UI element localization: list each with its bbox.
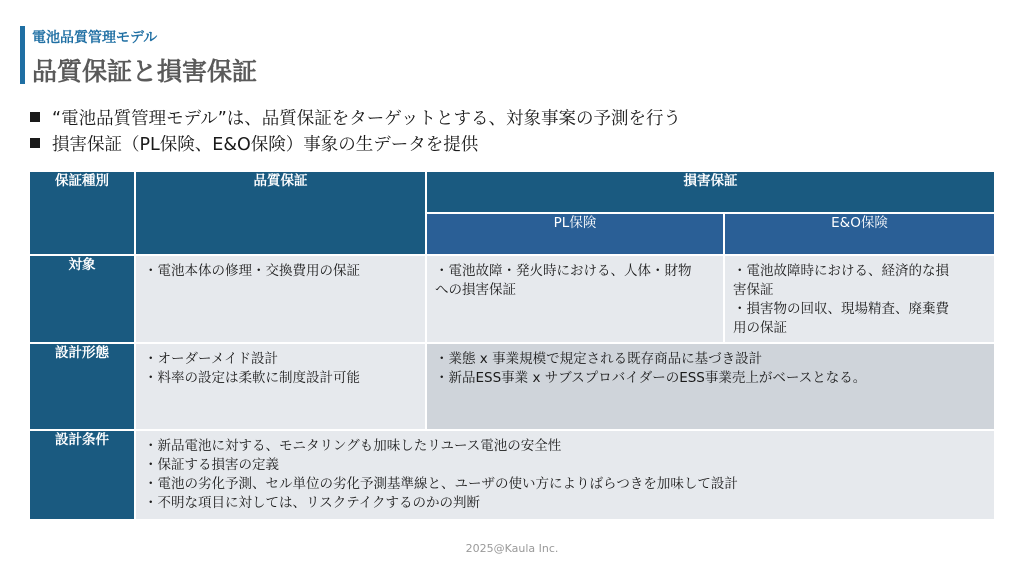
cell-line: 用の保証 — [733, 320, 787, 336]
square-bullet-icon — [30, 112, 40, 122]
square-bullet-icon — [30, 138, 40, 148]
bullet-item — [30, 130, 681, 156]
header-category: 保証種別 — [29, 171, 135, 255]
cell-target-quality — [135, 255, 426, 343]
bullet-text: “電池品質管理モデル”は、品質保証をターゲットとする、対象事案の予測を行う — [52, 108, 682, 129]
bullet-list — [30, 104, 681, 156]
warranty-comparison-table — [28, 170, 996, 521]
title-accent-bar — [20, 26, 25, 84]
cell-line: ・電池故障・発火時における、人体・財物 — [435, 263, 692, 279]
page-subtitle: 電池品質管理モデル — [32, 30, 158, 46]
cell-conditions — [135, 430, 995, 520]
cell-line: ・不明な項目に対しては、リスクテイクするのかの判断 — [144, 495, 481, 511]
cell-line: 害保証 — [733, 282, 774, 298]
cell-line: ・損害物の回収、現場精査、廃棄費 — [733, 301, 949, 317]
cell-design-quality — [135, 343, 426, 430]
cell-line: ・電池本体の修理・交換費用の保証 — [144, 263, 360, 279]
cell-line: ・保証する損害の定義 — [144, 457, 279, 473]
header-pl-insurance: PL保険 — [426, 213, 724, 255]
copyright-footer: 2025@Kaula Inc. — [465, 542, 559, 555]
header-quality-warranty: 品質保証 — [135, 171, 426, 255]
cell-line: ・オーダーメイド設計 — [144, 351, 279, 367]
bullet-text: 損害保証（PL保険、E&O保険）事象の生データを提供 — [52, 134, 479, 155]
cell-line: ・業態 x 事業規模で規定される既存商品に基づき設計 — [435, 351, 763, 367]
cell-line: ・料率の設定は柔軟に制度設計可能 — [144, 370, 360, 386]
bullet-item — [30, 104, 681, 130]
cell-line: ・新品ESS事業 x サブスプロバイダーのESS事業売上がベースとなる。 — [435, 370, 867, 386]
header-eo-insurance: E&O保険 — [724, 213, 995, 255]
cell-line: への損害保証 — [435, 282, 516, 298]
cell-line: ・新品電池に対する、モニタリングも加味したリユース電池の安全性 — [144, 438, 562, 454]
cell-design-damage — [426, 343, 995, 430]
cell-target-pl — [426, 255, 724, 343]
page-title: 品質保証と損害保証 — [32, 57, 258, 86]
row-header-design: 設計形態 — [29, 343, 135, 430]
row-header-target: 対象 — [29, 255, 135, 343]
row-header-conditions: 設計条件 — [29, 430, 135, 520]
cell-line: ・電池の劣化予測、セル単位の劣化予測基準線と、ユーザの使い方によりばらつきを加味して設計 — [144, 476, 738, 492]
cell-target-eo — [724, 255, 995, 343]
cell-line: ・電池故障時における、経済的な損 — [733, 263, 949, 279]
header-damage-warranty: 損害保証 — [426, 171, 995, 213]
